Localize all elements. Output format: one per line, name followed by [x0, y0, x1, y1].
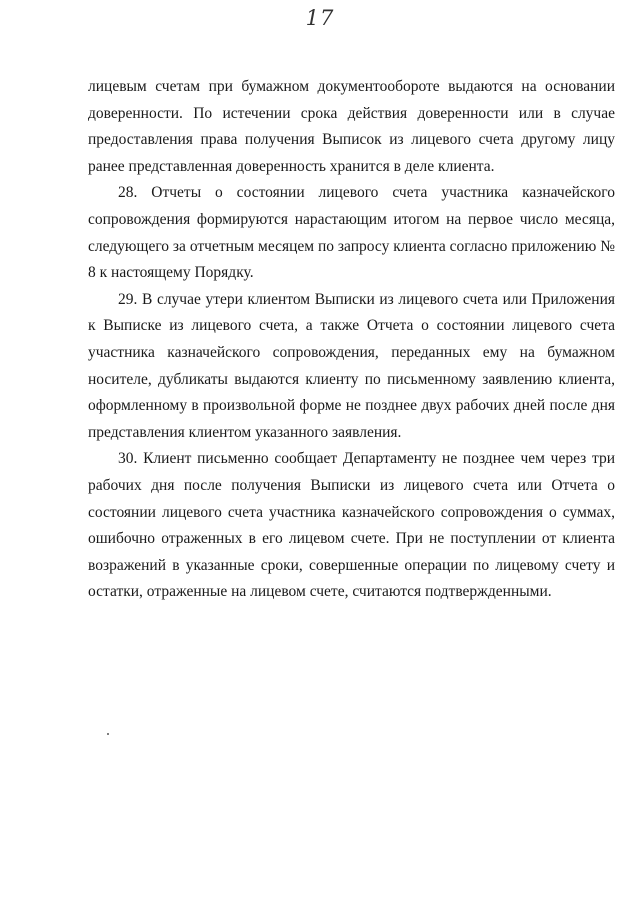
paragraph-29: 29. В случае утери клиентом Выписки из лицевого счета или Приложения к Выписке из лицевого счета, а также Отчета о состоянии лицевого счета участника казначейского сопровождения, переданных ему на бумажном носителе, дубликаты выдаются клиенту по письменному заявлению клиента, оформленному в произвольной форме не позднее двух рабочих дней после дня представления клиентом указанного заявления. — [88, 290, 615, 441]
page-number: 17 — [305, 6, 335, 30]
paragraph-28: 28. Отчеты о состоянии лицевого счета участника казначейского сопровождения формируются нарастающим итогом на первое число месяца, следующего за отчетным месяцем по запросу клиента согласно приложению № 8 к настоящему Порядку. — [88, 184, 615, 282]
document-body — [88, 74, 615, 606]
paragraph-30: 30. Клиент письменно сообщает Департаменту не позднее чем через три рабочих дня после получения Выписки из лицевого счета или Отчета о состоянии лицевого счета участника казначейского сопровождения о суммах, ошибочно отраженных в его лицевом счете. При не поступлении от клиента возражений в указанные сроки, совершенные операции по лицевому счету и остатки, отраженные на лицевом счете, считаются подтвержденными. — [88, 450, 615, 601]
paragraph-continuation: лицевым счетам при бумажном документообороте выдаются на основании доверенности. По истечении срока действия доверенности или в случае предоставления права получения Выписок из лицевого счета другому лицу ранее представленная доверенность хранится в деле клиента. — [88, 78, 615, 175]
scan-dot-mark — [107, 733, 109, 735]
